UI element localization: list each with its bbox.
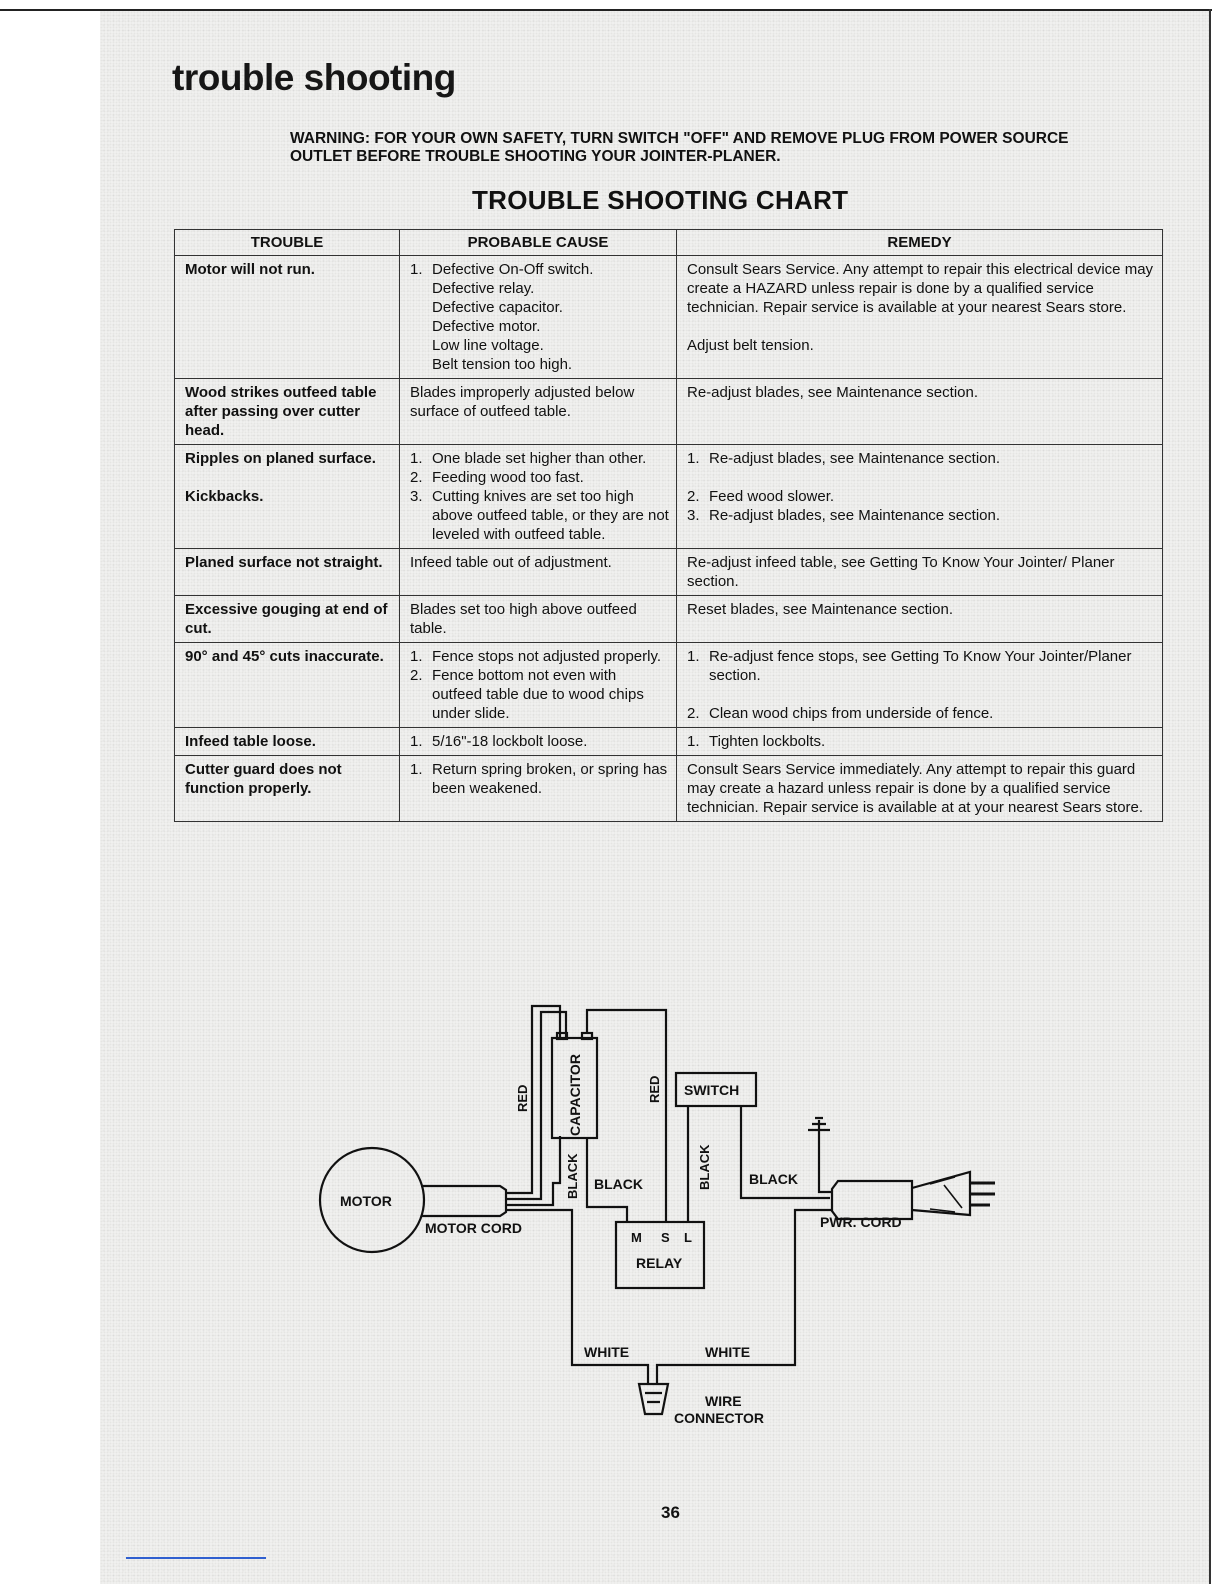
item-number: 1. [687, 733, 700, 750]
cause-text: Cutting knives are set too high above outfeed table, or they are not leveled with outfeed table. [432, 488, 669, 543]
wire-connector-symbol [639, 1384, 668, 1414]
cause-text: Return spring broken, or spring has been weakened. [432, 761, 668, 797]
item-number: 1. [687, 450, 700, 467]
relay-terminal-l: L [684, 1230, 692, 1245]
remedy-text: Re-adjust fence stops, see Getting To Know Your Jointer/Planer section. [709, 648, 1132, 684]
remedy-text: Consult Sears Service. Any attempt to repair this electrical device may create a HAZARD unless repair is done by a qualified service technician. Repair service is available at your nearest Sears store. [687, 261, 1154, 316]
trouble-text: Infeed table loose. [185, 733, 316, 750]
remedy-text: Adjust belt tension. [687, 337, 814, 354]
ground-symbol [808, 1118, 832, 1192]
remedy-text: Reset blades, see Maintenance section. [687, 601, 953, 618]
chart-title: TROUBLE SHOOTING CHART [472, 185, 849, 215]
item-number: 3. [410, 488, 423, 505]
cause-text: Low line voltage. [432, 337, 544, 354]
item-number: 1. [410, 761, 423, 778]
cause-text: Blades improperly adjusted below surface of outfeed table. [410, 384, 635, 420]
wire-connector-label: CONNECTOR [674, 1410, 764, 1426]
trouble-text: Ripples on planed surface. [185, 450, 376, 467]
cause-text: Fence bottom not even with outfeed table due to wood chips under slide. [432, 667, 644, 722]
item-number: 2. [410, 667, 423, 684]
relay-terminal-s: S [661, 1230, 670, 1245]
motor-cord-sheath [421, 1186, 506, 1216]
trouble-text: Motor will not run. [185, 261, 315, 278]
cause-text: Blades set too high above outfeed table. [410, 601, 637, 637]
trouble-text: Excessive gouging at end of cut. [185, 601, 388, 637]
cause-text: One blade set higher than other. [432, 450, 647, 467]
switch-label: SWITCH [684, 1082, 740, 1098]
item-number: 1. [410, 648, 423, 665]
capacitor-terminal [582, 1033, 592, 1039]
relay-label: RELAY [636, 1255, 683, 1271]
black-wire-label: BLACK [749, 1171, 798, 1187]
remedy-text: Re-adjust infeed table, see Getting To Know Your Jointer/ Planer section. [687, 554, 1115, 590]
motor-cord-label: MOTOR CORD [425, 1220, 522, 1236]
trouble-text: 90° and 45° cuts inaccurate. [185, 648, 384, 665]
remedy-text: Clean wood chips from underside of fence. [709, 705, 994, 722]
item-number: 1. [410, 261, 423, 278]
cause-text: Defective On-Off switch. [432, 261, 594, 278]
cause-text: Feeding wood too fast. [432, 469, 584, 486]
plug-icon [912, 1172, 995, 1215]
item-number: 1. [410, 733, 423, 750]
power-cord-label: PWR. CORD [820, 1214, 902, 1230]
remedy-text: Tighten lockbolts. [709, 733, 826, 750]
remedy-text: Consult Sears Service immediately. Any attempt to repair this guard may create a hazard unless repair is done by a qualified service technician. Repair service is available at at your nearest Sears store. [687, 761, 1144, 816]
capacitor-label: CAPACITOR [567, 1054, 583, 1136]
white-wire-label: WHITE [584, 1344, 630, 1360]
remedy-text: Re-adjust blades, see Maintenance section. [709, 507, 1001, 524]
black-wire-label: BLACK [565, 1153, 580, 1199]
relay-terminal-m: M [631, 1230, 642, 1245]
cause-text: Defective motor. [432, 318, 541, 335]
header-trouble: TROUBLE [175, 230, 400, 256]
cause-text: Belt tension too high. [432, 356, 573, 373]
item-number: 2. [410, 469, 423, 486]
red-wire-label: RED [647, 1075, 662, 1103]
black-wire-label: BLACK [594, 1176, 643, 1192]
trouble-text: Kickbacks. [185, 488, 264, 505]
remedy-text: Re-adjust blades, see Maintenance section. [709, 450, 1001, 467]
item-number: 1. [687, 648, 700, 665]
safety-warning: WARNING: FOR YOUR OWN SAFETY, TURN SWITCH "OFF" AND REMOVE PLUG FROM POWER SOURCE OUTLET BEFORE TROUBLE SHOOTING YOUR JOINTER-PLANER. [290, 130, 1069, 165]
page-number: 36 [661, 1503, 680, 1522]
cause-text: Defective capacitor. [432, 299, 563, 316]
item-number: 2. [687, 705, 700, 722]
item-number: 1. [410, 450, 423, 467]
item-number: 2. [687, 488, 700, 505]
white-wire-label: WHITE [705, 1344, 751, 1360]
red-wire-label: RED [515, 1084, 530, 1112]
header-probable-cause: PROBABLE CAUSE [400, 230, 677, 256]
trouble-text: Cutter guard does not function properly. [185, 761, 342, 797]
page-title: trouble shooting [172, 57, 456, 98]
trouble-text: Planed surface not straight. [185, 554, 383, 571]
remedy-text: Re-adjust blades, see Maintenance section. [687, 384, 979, 401]
wire-connector-label: WIRE [705, 1393, 742, 1409]
cause-text: 5/16"-18 lockbolt loose. [432, 733, 588, 750]
remedy-text: Feed wood slower. [709, 488, 835, 505]
trouble-text: Wood strikes outfeed table after passing over cutter head. [185, 384, 377, 439]
cause-text: Fence stops not adjusted properly. [432, 648, 662, 665]
cause-text: Infeed table out of adjustment. [410, 554, 612, 571]
black-wire-label: BLACK [697, 1144, 712, 1190]
item-number: 3. [687, 507, 700, 524]
motor-label: MOTOR [340, 1193, 392, 1209]
cause-text: Defective relay. [432, 280, 535, 297]
header-remedy: REMEDY [677, 230, 1163, 256]
